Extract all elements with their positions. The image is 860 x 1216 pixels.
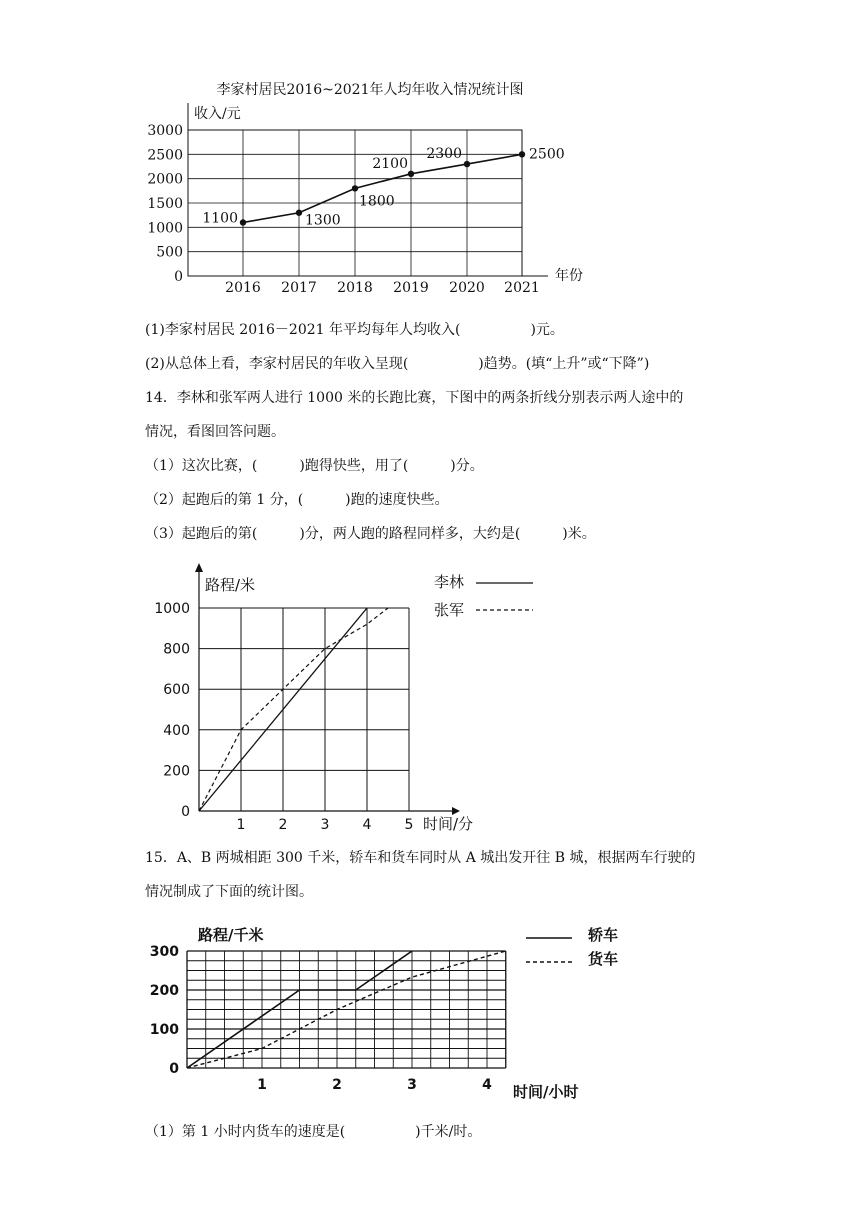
q13-part-1: (1)李家村居民 2016－2021 年平均每年人均收入( )元。 (145, 322, 564, 338)
chart1-y-tick-label: 1500 (147, 196, 183, 212)
chart1-data-label: 2300 (426, 146, 462, 163)
chart1-x-tick-label: 2020 (449, 280, 485, 296)
chart1-x-tick-label: 2018 (337, 280, 373, 296)
chart2-y-axis-label: 路程/米 (205, 576, 256, 594)
chart2-x-tick-label: 3 (320, 817, 330, 833)
chart2-x-tick-label: 1 (236, 817, 246, 833)
chart3-grid (187, 951, 506, 1068)
chart1-data-label: 1100 (202, 210, 238, 227)
chart2-y-tick-label: 1000 (154, 601, 190, 617)
chart2-y-tick-label: 800 (163, 641, 190, 658)
chart3-x-tick-label: 2 (332, 1077, 342, 1093)
chart3-legend (526, 926, 618, 968)
q13-part-2: (2)从总体上看，李家村居民的年收入呈现( )趋势。(填“上升”或“下降”) (145, 356, 650, 372)
chart2-legend-label-lilin: 李林 (434, 573, 465, 591)
chart1-x-tick-label: 2019 (393, 280, 429, 296)
chart1-data-label: 2100 (372, 155, 408, 172)
chart3-x-axis-label: 时间/小时 (513, 1083, 579, 1101)
q14-part-3: （3）起跑后的第( )分，两人跑的路程同样多，大约是( )米。 (145, 526, 596, 542)
chart1-y-axis-label: 收入/元 (194, 106, 241, 122)
chart3-y-tick-label: 0 (169, 1061, 179, 1077)
q15-stem-line-2: 情况制成了下面的统计图。 (145, 884, 313, 900)
chart3-legend-label-truck: 货车 (588, 950, 619, 968)
q14-part-1: （1）这次比赛，( )跑得快些，用了( )分。 (145, 458, 484, 474)
q14-part-2: （2）起跑后的第 1 分，( )跑的速度快些。 (145, 492, 449, 508)
chart2-y-tick-label: 0 (181, 804, 190, 820)
chart3-y-tick-label: 100 (149, 1022, 179, 1038)
chart2-y-tick-label: 400 (163, 722, 190, 739)
q14-stem-line-1: 14．李林和张军两人进行 1000 米的长跑比赛，下图中的两条折线分别表示两人途中的 (145, 390, 684, 406)
chart2-y-tick-label: 200 (163, 763, 190, 780)
chart2-x-tick-label: 5 (404, 817, 414, 833)
chart3-x-tick-label: 1 (257, 1077, 267, 1093)
chart1-y-tick-label: 0 (174, 269, 183, 285)
chart1-y-tick-label: 2000 (147, 171, 183, 188)
chart1-y-tick-label: 500 (156, 244, 183, 261)
chart3-y-tick-label: 200 (149, 983, 179, 999)
chart3-y-tick-label: 300 (149, 944, 179, 960)
chart2-y-tick-label: 600 (163, 682, 190, 699)
chart1-data-label: 2500 (529, 146, 565, 163)
chart3-x-tick-label: 4 (482, 1077, 492, 1093)
chart3-legend-label-car: 轿车 (588, 926, 619, 944)
q15-stem-line-1: 15．A、B 两城相距 300 千米，轿车和货车同时从 A 城出发开往 B 城，根据两车行驶的 (145, 850, 696, 866)
chart2-x-axis-label: 时间/分 (423, 815, 474, 833)
chart1-x-tick-label: 2017 (281, 280, 317, 296)
chart3-x-ticks (257, 1077, 492, 1093)
chart1-y-tick-label: 2500 (147, 147, 183, 164)
chart3-y-ticks (150, 944, 179, 1077)
chart2-x-tick-label: 4 (362, 817, 372, 833)
chart1-title: 李家村居民2016~2021年人均年收入情况统计图 (216, 82, 524, 98)
chart2-legend-label-zhangjun: 张军 (434, 601, 465, 619)
chart2-x-tick-label: 2 (278, 817, 288, 833)
chart3-y-axis-label: 路程/千米 (198, 926, 264, 944)
q14-stem-line-2: 情况，看图回答问题。 (145, 424, 285, 440)
chart1-data-label: 1800 (359, 193, 395, 210)
chart1-data-label: 1300 (305, 212, 341, 229)
chart1-y-tick-label: 1000 (147, 220, 183, 237)
q15-part-1: （1）第 1 小时内货车的速度是( )千米/时。 (145, 1124, 482, 1140)
chart1-x-tick-label: 2016 (225, 280, 261, 296)
chart1-y-tick-label: 3000 (147, 123, 183, 139)
chart3-x-tick-label: 3 (407, 1077, 417, 1093)
chart1-x-tick-label: 2021 (504, 280, 540, 296)
chart1-x-axis-label: 年份 (555, 268, 583, 284)
